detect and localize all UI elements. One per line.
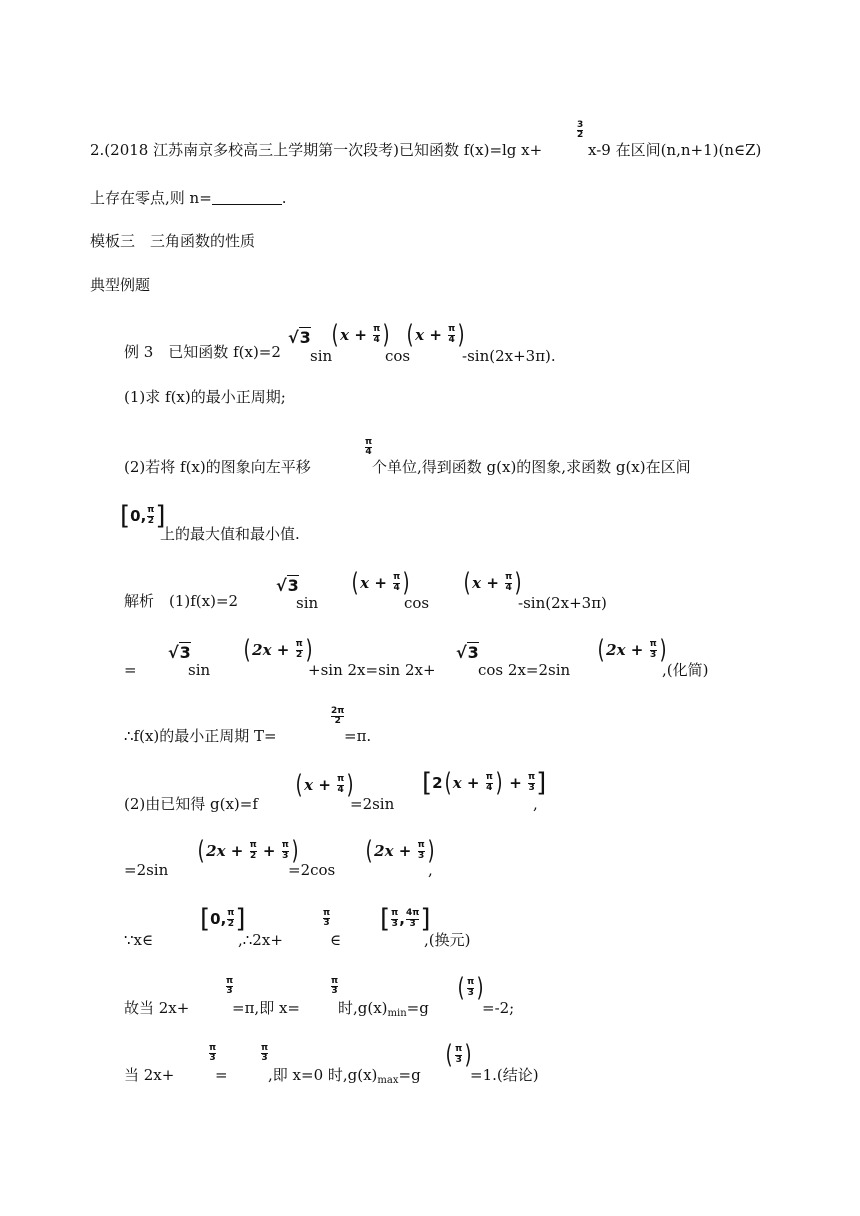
solution-line-7-min: 时$,g(x)_{min}=g$ [338,999,429,1019]
paren-s5-a: ( 2x + $\frac{\pi}{2}$ + $\frac{\pi}{3}$ ) [197,836,299,866]
bracket-s4: [ 2 ( x + $\frac{\pi}{4}$ ) + $\frac{\pi}{3}$ ] [422,768,547,798]
solution-line-2-cos: cos 2x=2sin [478,661,571,679]
paren-s1-b: ( x + $\frac{\pi}{4}$ ) [463,568,522,598]
solution-line-7: 故当 2x+ [124,999,190,1017]
solution-line-8-end: =1.(结论) [470,1066,539,1084]
element-of-s6: ∈ [330,931,342,949]
interval-pi3-4pi3: [ $\frac{\pi}{3}$ , $\frac{4\pi}{3}$ ] [380,904,431,934]
paren-s5-b: ( 2x + $\frac{\pi}{3}$ ) [365,836,435,866]
question-1: (1)求 f(x)的最小正周期; [124,388,286,406]
fraction-pi-over-3-s7b: π 3 [331,976,339,997]
paren-2x-plus-pi-over-2: ( 2x + $\frac{\pi}{2}$ ) [243,635,313,665]
sqrt-3-s2: √3 [168,643,191,662]
example-3-intro: 例 3 已知函数 f(x)=2 [124,343,281,361]
solution-line-6: ∵x∈ [124,931,154,949]
solution-line-1-end: -sin(2x+3π) [518,594,607,612]
sin-label-s2: sin [188,661,211,679]
sqrt-3-s1: √3 [276,576,299,595]
solution-line-8: 当 2x+ [124,1066,175,1084]
sin-label-s1: sin [296,594,319,612]
solution-line-1: 解析 (1)f(x)=2 [124,592,239,610]
solution-line-4: (2)由已知得 g(x)=f [124,795,258,813]
solution-line-5-end: , [428,861,433,879]
fraction-pi-over-3-s7a: π 3 [226,976,234,997]
solution-line-5-cos: =2cos [288,861,336,879]
paren-2x-plus-pi-over-3: ( 2x + $\frac{\pi}{3}$ ) [597,635,667,665]
problem-2-line-1: 2.(2018 江苏南京多校高三上学期第一次段考)已知函数 f(x)=lg x+ [90,141,543,159]
paren-pi-over-3-s8: ( $\frac{\pi}{3}$ ) [445,1040,472,1070]
fraction-pi-over-3-s8b: π 3 [261,1043,269,1064]
solution-line-4-sin: =2sin [350,795,395,813]
solution-line-2-mid: +sin 2x=sin 2x+ [308,661,436,679]
solution-line-3-end: =π. [344,727,372,745]
question-2-part-b: 个单位,得到函数 g(x)的图象,求函数 g(x)在区间 [372,458,691,476]
solution-line-6-mid: ,∴2x+ [238,931,283,949]
paren-s4-a: ( x + $\frac{\pi}{4}$ ) [295,770,354,800]
interval-0-pi-over-2: [ 0 , $\frac{\pi}{2}$ ] [120,501,166,531]
fraction-pi-over-3-s6: π 3 [323,908,331,929]
question-2-part-a: (2)若将 f(x)的图象向左平移 [124,458,311,476]
fraction-3-over-2: 3 2 [577,120,584,141]
solution-line-8-max: ,即 x=0 时$,g(x)_{max}=g$ [268,1066,421,1086]
solution-line-2-end: ,(化简) [662,661,709,679]
sqrt-3: √3 [288,328,311,347]
fraction-pi-over-4: π 4 [365,437,373,458]
fraction-2pi-over-2: 2π 2 [331,706,345,727]
equals-s8: = [215,1066,228,1084]
paren-x-plus-pi-over-4-b: ( x + $\frac{\pi}{4}$ ) [406,320,465,350]
solution-line-7-mid: =π,即 x= [232,999,300,1017]
question-2-part-c: 上的最大值和最小值. [160,525,300,543]
solution-line-5: =2sin [124,861,169,879]
section-title: 模板三 三角函数的性质 [90,232,256,250]
fraction-pi-over-3-s8a: π 3 [209,1043,217,1064]
solution-line-3: ∴f(x)的最小正周期 T= [124,727,277,745]
problem-2-line-1-end: x-9 在区间(n,n+1)(n∈Z) [588,141,762,159]
sqrt-3-s2b: √3 [456,643,479,662]
cos-label-s1: cos [404,594,430,612]
paren-x-plus-pi-over-4: ( x + $\frac{\pi}{4}$ ) [331,320,390,350]
interval-0-pi-over-2-s6: [ 0 , $\frac{\pi}{2}$ ] [200,904,246,934]
solution-line-6-end: ,(换元) [424,931,471,949]
paren-pi-over-3-s7: ( $\frac{\pi}{3}$ ) [457,973,484,1003]
example-3-end: -sin(2x+3π). [462,347,556,365]
paren-s1-a: ( x + $\frac{\pi}{4}$ ) [351,568,410,598]
answer-blank[interactable] [212,190,282,205]
problem-2-line-2: 上存在零点,则 n= . [90,189,287,207]
equals-sign-s2: = [124,661,137,679]
sin-label: sin [310,347,333,365]
cos-label: cos [385,347,411,365]
solution-line-7-end: =-2; [482,999,515,1017]
subheading: 典型例题 [90,276,151,294]
solution-line-4-end: , [533,795,538,813]
